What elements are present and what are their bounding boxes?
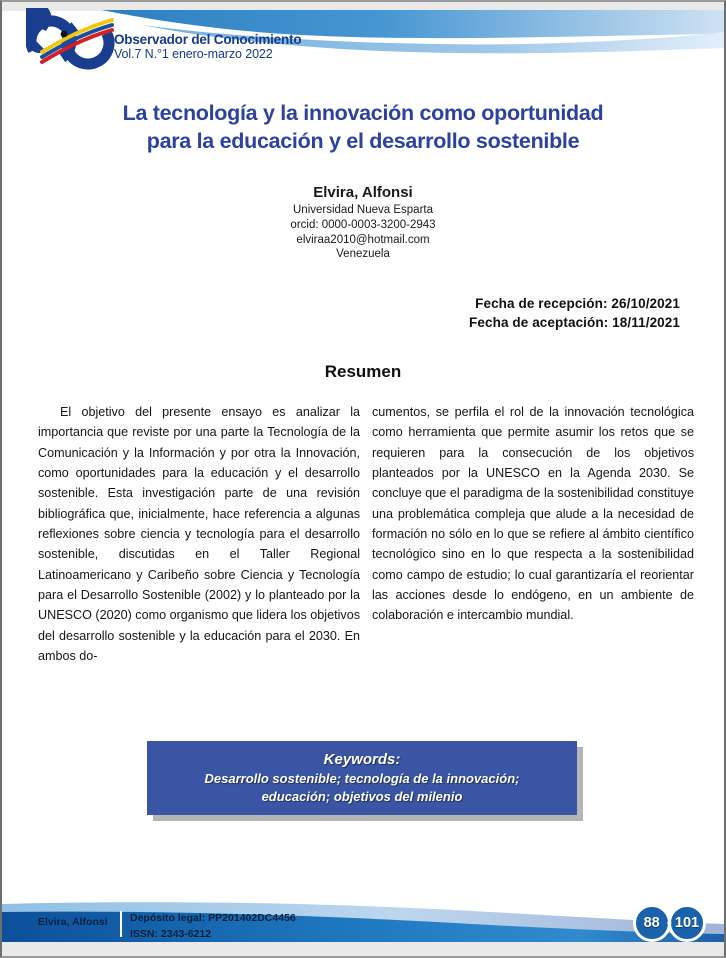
reception-date: Fecha de recepción: 26/10/2021 [475,296,680,311]
author-email: elviraa2010@hotmail.com [296,233,430,246]
author-affiliation: Universidad Nueva Esparta [293,204,433,217]
abstract-heading: Resumen [324,362,402,381]
page-start-badge: 88 [633,904,671,942]
footer-deposito: Depósito legal: PP201402DC4456 [130,912,296,924]
keywords-box [147,741,577,815]
keywords-line-2: educación; objetivos del milenio [261,789,463,805]
author-block [50,183,676,262]
page-range-badges [633,904,706,942]
journal-issue: Vol.7 N.°1 enero-marzo 2022 [114,47,273,62]
abstract-column-left: El objetivo del presente ensayo es analizar la importancia que reviste por una parte la Tecnología de la Comunicación y la Información y por otra la Innovación, como oportunidades para la educación y el desarrollo sostenible. Esta investigación parte de una revisión bibliográfica que, inicialmente, hace referencia a algunas reflexiones sobre ciencia y tecnología para el desarrollo sostenible, discutidas en el Taller Regional Latinoamericano y Caribeño sobre Ciencia y Tecnología para el Desarrollo Sostenible (2002) y lo planteado por la UNESCO (2020) como organismo que lidera los objetivos del desarrollo sostenible y la educación para el 2030. En ambos do- [38,405,360,663]
footer-bottom-band [2,942,724,956]
page-footer [2,894,724,956]
article-title [50,100,676,155]
journal-logo-icon [26,8,124,74]
article-title-line-1: La tecnología y la innovación como oportunidad [122,101,604,125]
journal-title: Observador del Conocimiento [114,32,302,47]
page-end-badge: 101 [668,904,706,942]
footer-legal-info [130,911,296,943]
acceptance-date: Fecha de aceptación: 18/11/2021 [469,315,680,331]
submission-dates [469,294,680,332]
page-header [2,2,724,80]
keywords-line-1: Desarrollo sostenible; tecnología de la innovación; [204,771,520,787]
author-name: Elvira, Alfonsi [313,184,413,201]
footer-author: Elvira, Alfonsi [38,916,108,928]
footer-wave-graphic [2,894,724,942]
abstract-column-right: cumentos, se perfila el rol de la innovación tecnológica como herramienta que permite asumir los retos que se requieren para la consecución de los objetivos planteados por la UNESCO en la Agenda 2030. Se concluye que el paradigma de la sostenibilidad constituye una problemática compleja que alude a la necesidad de formación no sólo en lo que se refiere al ámbito científico tecnológico sino en lo que respecta a la sostenibilidad como campo de estudio; lo cual garantizaría el reorientar las acciones desde lo endógeno, en un ambiente de colaboración e intercambio mundial. [372,405,694,623]
keywords-label: Keywords: [323,750,401,768]
footer-issn: ISSN: 2343-6212 [130,927,212,940]
author-country: Venezuela [336,248,390,261]
article-title-line-2: para la educación y el desarrollo sostenible [146,128,580,153]
page-range-dash: - [666,914,672,931]
footer-divider [120,911,122,937]
masthead [114,32,301,61]
author-orcid: orcid: 0000-0003-3200-2943 [290,218,436,231]
